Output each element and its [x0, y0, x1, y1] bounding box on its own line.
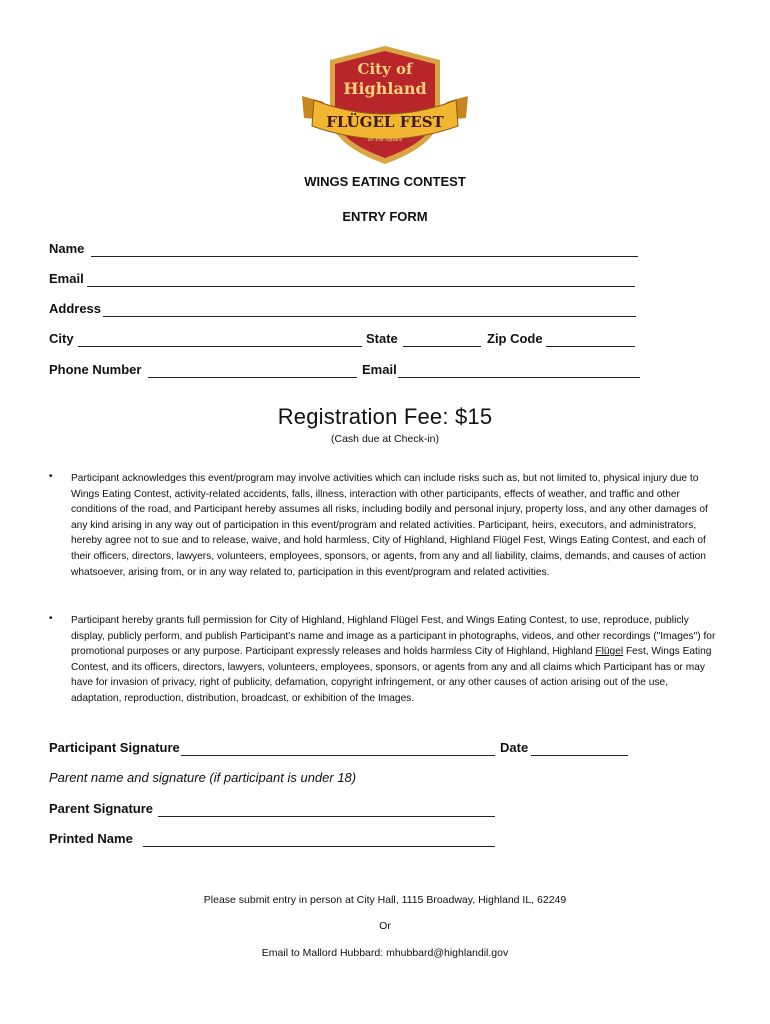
form-subtitle: ENTRY FORM [342, 209, 428, 224]
parent-signature-label: Parent Signature [49, 801, 154, 816]
state-field[interactable] [403, 346, 481, 347]
phone-field[interactable] [148, 377, 357, 378]
date-label: Date [500, 740, 529, 755]
city-field[interactable] [78, 346, 362, 347]
email2-label: Email [362, 362, 397, 377]
participant-signature-field[interactable] [181, 755, 495, 756]
bullet-2-text-part1: Participant hereby grants full permission for City of Highland, Highland Flügel Fest, and Wings Eating Contest, to use, reproduce, publicly display, publicly perform, and publish Participant's name and image as a participant in photographs, videos, and other recordings ("Images") for promotional purposes or any purpose. Participant expressly releases and holds harmless City of Highland, Highland [71, 615, 716, 658]
bullet-1-marker: • [49, 471, 53, 482]
logo-banner: FLÜGEL FEST [326, 113, 444, 131]
email2-field[interactable] [398, 377, 640, 378]
email-label: Email [49, 271, 84, 286]
name-field[interactable] [91, 256, 638, 257]
bullet-2-marker: • [49, 613, 53, 624]
logo-line2: Highland [343, 79, 427, 98]
bullet-2-text [71, 613, 719, 707]
email-instructions: Email to Mallord Hubbard: mhubbard@highlandil.gov [261, 947, 509, 959]
zip-field[interactable] [546, 346, 635, 347]
email-field[interactable] [87, 286, 635, 287]
logo-tag: on the square [367, 137, 403, 143]
printed-name-label: Printed Name [49, 831, 133, 846]
footer-or: Or [379, 920, 391, 932]
form-title: WINGS EATING CONTEST [304, 174, 466, 189]
state-label: State [366, 331, 398, 346]
address-label: Address [49, 301, 102, 316]
name-label: Name [49, 241, 85, 256]
parent-signature-field[interactable] [158, 816, 495, 817]
city-label: City [49, 331, 74, 346]
parent-note: Parent name and signature (if participant is under 18) [49, 770, 357, 785]
bullet-1-text: Participant acknowledges this event/program may involve activities which can include risks such as, but not limited to, physical injury due to Wings Eating Contest, activity-related accidents, falls, illness, interaction with other participants, effects of weather, and traffic and other conditions of the road, and Participant hereby assumes all risks, including bodily and personal injury, property loss, and any other damages of any kind arising in any way out of participation in this event/program and related activities. Participant, heirs, executors, and administrators, hereby agree not to sue and to release, waive, and hold harmless, City of Highland, Highland Flügel Fest, Wings Eating Contest, and each of their officers, directors, lawyers, volunteers, employees, sponsors, or agents, from any and all liability, claims, demands, and causes of action whatsoever, arising from, or in any way related to, participation in this event/program and related activities. [71, 473, 708, 578]
date-field[interactable] [531, 755, 628, 756]
submit-instructions: Please submit entry in person at City Hall, 1115 Broadway, Highland IL, 62249 [203, 894, 567, 906]
phone-label: Phone Number [49, 362, 142, 377]
address-field[interactable] [103, 316, 636, 317]
bullet-2-underlined: Flügel [595, 646, 624, 658]
logo-line1: City of [357, 60, 413, 78]
printed-name-field[interactable] [143, 846, 495, 847]
logo [300, 44, 470, 166]
participant-signature-label: Participant Signature [49, 740, 180, 755]
logo-emblem [300, 44, 470, 166]
zip-label: Zip Code [487, 331, 543, 346]
fee-note: (Cash due at Check-in) [331, 433, 439, 445]
bullet-2-text-part2: Fest, Wings Eating Contest, and its officers, directors, lawyers, volunteers, employees, sponsors, or agents from any and all claims which Participant has or may have for invasion of privacy, right of publicity, defamation, copyright infringement, or any other causes of action arising out of the use, adaptation, reproduction, distribution, broadcast, or exhibition of the Images. [71, 646, 712, 704]
registration-fee: Registration Fee: $15 [277, 404, 493, 429]
